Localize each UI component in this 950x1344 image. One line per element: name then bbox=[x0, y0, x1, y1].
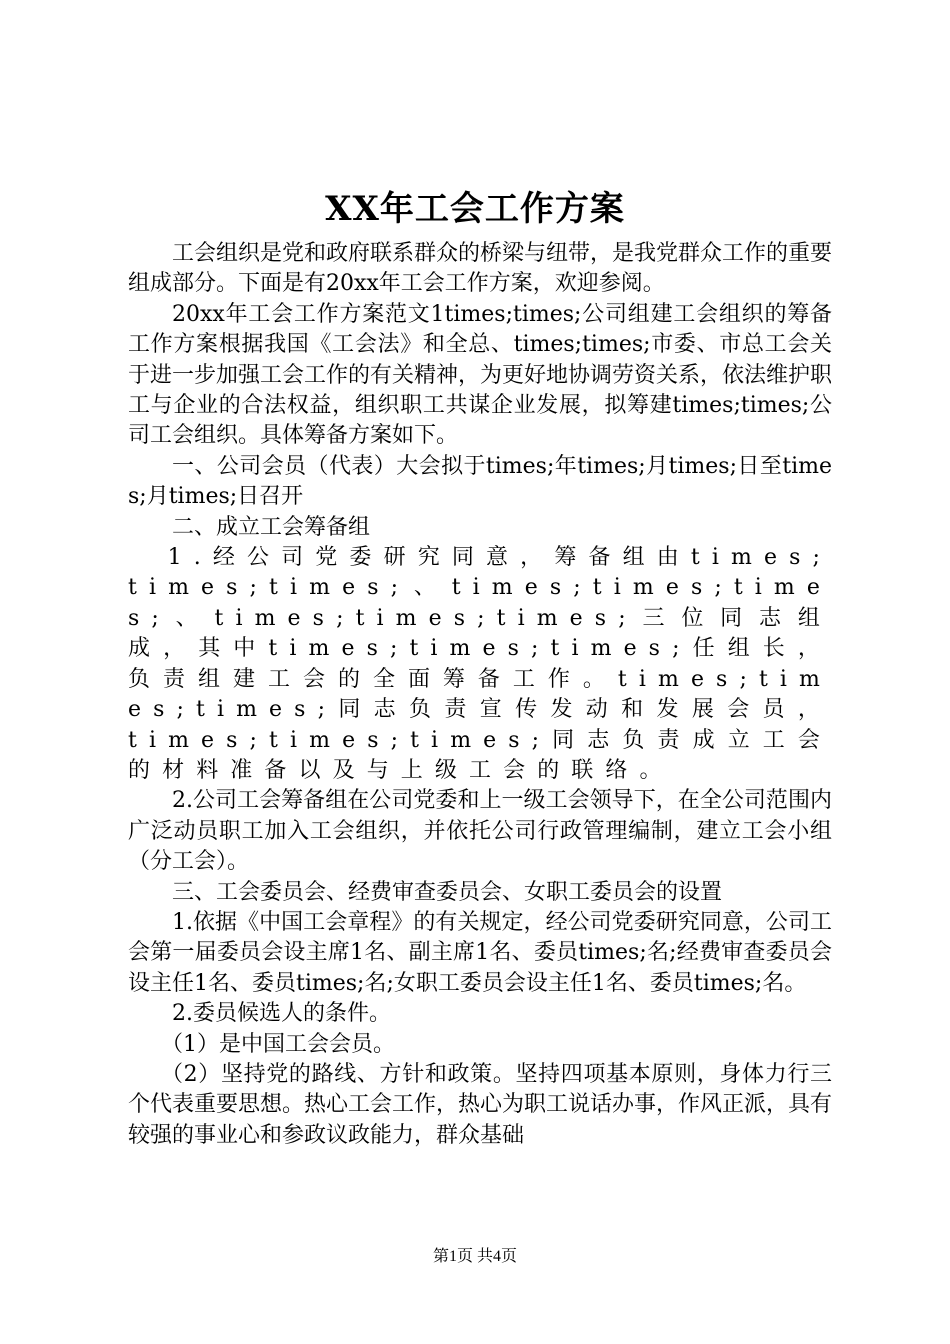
paragraph-section-3-heading: 三、工会委员会、经费审查委员会、女职工委员会的设置 bbox=[172, 879, 723, 905]
paragraph-condition-2: （2）坚持党的路线、方针和政策。坚持四项基本原则，身体力行三个代表重要思想。热心工会工作，热心为职工说话办事，作风正派，具有较强的事业心和参政议政能力，群众基础 bbox=[128, 1061, 833, 1148]
document-title: XX年工会工作方案 bbox=[325, 189, 625, 229]
paragraph-section-2-heading: 二、成立工会筹备组 bbox=[172, 514, 371, 540]
paragraph-condition-1: （1）是中国工会会员。 bbox=[161, 1031, 395, 1057]
paragraph-intro: 工会组织是党和政府联系群众的桥梁与纽带，是我党群众工作的重要组成部分。下面是有20xx年工会工作方案，欢迎参阅。 bbox=[128, 241, 833, 297]
paragraph-section-3-item-1: 1.依据《中国工会章程》的有关规定，经公司党委研究同意，公司工会第一届委员会设主席1名、副主席1名、委员times;名;经费审查委员会设主任1名、委员times;名;女职工委员会设主任1名、委员times;名。 bbox=[128, 909, 832, 996]
page-number-footer: 第1页 共4页 bbox=[432, 1248, 517, 1265]
paragraph-plan-overview: 20xx年工会工作方案范文1times;times;公司组建工会组织的筹备工作方案根据我国《工会法》和全总、times;times;市委、市总工会关于进一步加强工会工作的有关精神，为更好地协调劳资关系，依法维护职工与企业的合法权益，组织职工共谋企业发展，拟筹建times;times;公司工会组织。具体筹备方案如下。 bbox=[128, 301, 833, 449]
paragraph-section-1: 一、公司会员（代表）大会拟于times;年times;月times;日至times;月times;日召开 bbox=[128, 453, 832, 510]
paragraph-section-3-item-2: 2.委员候选人的条件。 bbox=[172, 1001, 391, 1027]
paragraph-section-2-item-2: 2.公司工会筹备组在公司党委和上一级工会领导下，在全公司范围内广泛动员职工加入工会组织，并依托公司行政管理编制，建立工会小组（分工会）。 bbox=[128, 788, 832, 875]
document-body bbox=[128, 239, 832, 1151]
paragraph-section-2-item-1: 1.经公司党委研究同意，筹备组由times;times;times;、times;times;times;、times;times;times;三位同志组成，其中times;times;times;任组长，负责组建工会的全面筹备工作。times;times;times;同志负责宣传发动和发展会员，times;times;times;同志负责成立工会的材料准备以及与上级工会的联络。 bbox=[128, 545, 832, 783]
